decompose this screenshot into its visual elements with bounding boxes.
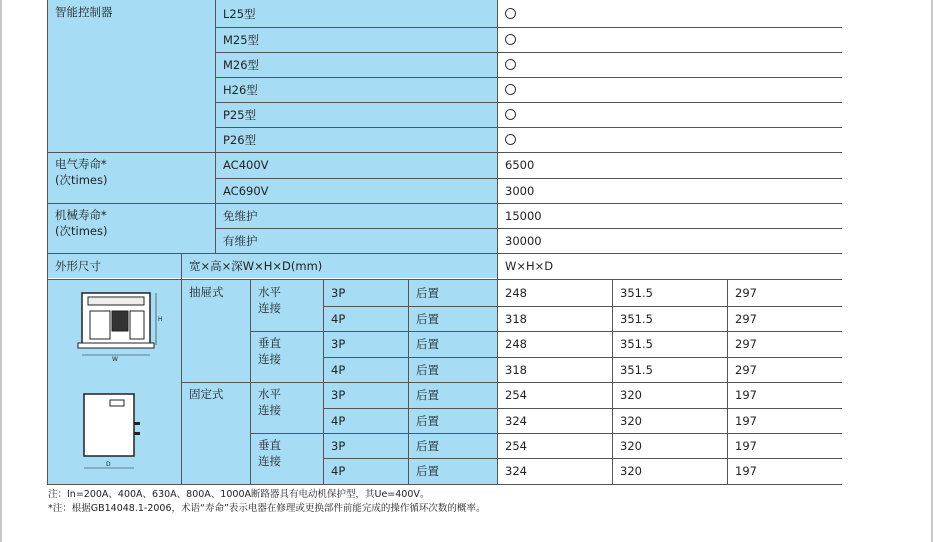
front-top-bar — [88, 297, 144, 305]
row-divider — [215, 178, 842, 179]
controller-type: P25型 — [223, 107, 257, 122]
voltage-label: AC690V — [223, 183, 269, 198]
depth-value: 197 — [735, 464, 757, 478]
label-h: H — [158, 316, 163, 323]
mechanical-life-value: 30000 — [505, 233, 542, 248]
side-outline — [84, 394, 134, 456]
mechanical-life-label — [47, 203, 215, 253]
controller-availability — [497, 102, 842, 127]
depth-value: 197 — [735, 388, 757, 402]
connection-text: 连接 — [258, 352, 281, 366]
column-divider — [727, 280, 728, 484]
terminal-position: 后置 — [416, 286, 439, 300]
front-left-panel — [90, 311, 110, 339]
connection-text: 水平 — [258, 387, 281, 401]
pole-count: 4P — [331, 464, 346, 478]
row-divider — [323, 408, 842, 409]
column-divider — [408, 280, 409, 484]
electrical-life-unit: (次times) — [55, 173, 108, 187]
available-circle-icon — [505, 109, 516, 120]
width-value: 254 — [505, 388, 527, 402]
connection-text: 连接 — [258, 403, 281, 417]
height-value: 320 — [620, 438, 642, 453]
pole-count: 4P — [331, 362, 346, 377]
mechanical-life-unit: (次times) — [55, 224, 108, 238]
row-divider — [323, 357, 842, 358]
row-divider — [47, 484, 842, 485]
row-divider — [47, 152, 842, 153]
connection-type — [250, 280, 323, 331]
dimension-header-value: W×H×D — [505, 258, 554, 273]
controller-availability — [497, 52, 842, 77]
row-divider — [215, 52, 842, 53]
controller-type: H26型 — [223, 82, 258, 97]
dimension-spec: 宽×高×深W×H×D(mm) — [189, 258, 323, 273]
available-circle-icon — [505, 34, 516, 45]
front-right-panel — [130, 311, 144, 339]
row-divider — [215, 102, 842, 103]
connection-type — [250, 331, 323, 382]
pole-count: 3P — [331, 438, 346, 453]
terminal-position: 后置 — [416, 388, 439, 402]
depth-value: 197 — [735, 438, 757, 453]
height-value: 320 — [620, 413, 642, 428]
pole-count: 3P — [331, 337, 346, 351]
pole-count: 4P — [331, 311, 346, 326]
available-circle-icon — [505, 59, 516, 70]
connection-text: 垂直 — [258, 438, 281, 452]
column-divider — [612, 280, 613, 484]
connection-type — [250, 433, 323, 484]
label-w: W — [112, 356, 118, 363]
maintenance-label: 有维护 — [223, 233, 258, 248]
column-divider — [497, 0, 498, 484]
row-divider — [215, 27, 842, 28]
row-divider — [323, 458, 842, 459]
front-base — [78, 343, 154, 348]
width-value: 318 — [505, 311, 527, 326]
side-indicator — [110, 400, 124, 406]
pole-count: 3P — [331, 388, 346, 402]
smart-controller-label: 智能控制器 — [55, 5, 113, 19]
width-value: 248 — [505, 337, 527, 351]
side-terminal-2 — [134, 432, 140, 435]
depth-value: 297 — [735, 362, 757, 377]
pole-count: 4P — [331, 413, 346, 428]
depth-value: 297 — [735, 311, 757, 326]
footnote-2: *注：根据GB14048.1-2006，术语“寿命”表示电器在修理或更换部件前能完成的操作循环次数的概率。 — [48, 503, 486, 514]
row-divider — [47, 279, 842, 280]
front-controller-block — [112, 311, 128, 331]
controller-type: M26型 — [223, 57, 260, 72]
row-divider — [215, 77, 842, 78]
row-divider — [323, 306, 842, 307]
depth-value: 297 — [735, 286, 757, 300]
available-circle-icon — [505, 134, 516, 145]
row-divider — [250, 331, 842, 332]
controller-availability — [497, 27, 842, 52]
depth-value: 197 — [735, 413, 757, 428]
height-value: 320 — [620, 388, 642, 402]
height-value: 351.5 — [620, 311, 653, 326]
voltage-label: AC400V — [223, 158, 269, 172]
terminal-position: 后置 — [416, 311, 439, 326]
controller-type: P26型 — [223, 132, 257, 147]
left-frame-border — [0, 0, 2, 542]
connection-text: 连接 — [258, 454, 281, 468]
row-divider — [250, 433, 842, 434]
row-divider — [47, 253, 842, 254]
width-value: 254 — [505, 438, 527, 453]
controller-type: L25型 — [223, 6, 256, 21]
dimension-label: 外形尺寸 — [55, 258, 101, 273]
controller-availability — [497, 0, 842, 27]
mount-type: 抽屉式 — [189, 285, 224, 299]
column-divider — [323, 280, 324, 484]
controller-availability — [497, 127, 842, 152]
row-divider — [215, 127, 842, 128]
maintenance-label: 免维护 — [223, 208, 258, 223]
column-divider — [215, 0, 216, 254]
column-divider — [250, 280, 251, 484]
mount-type: 固定式 — [189, 387, 224, 401]
connection-text: 垂直 — [258, 336, 281, 350]
breaker-side-view-drawing — [72, 388, 157, 476]
breaker-front-view-drawing — [72, 285, 167, 365]
connection-text: 水平 — [258, 285, 281, 299]
height-value: 351.5 — [620, 337, 653, 351]
available-circle-icon — [505, 84, 516, 95]
terminal-position: 后置 — [416, 464, 439, 478]
connection-type — [250, 382, 323, 433]
row-divider — [215, 228, 842, 229]
height-value: 351.5 — [620, 362, 653, 377]
width-value: 248 — [505, 286, 527, 300]
connection-text: 连接 — [258, 301, 281, 315]
height-value: 351.5 — [620, 286, 653, 300]
label-d: D — [106, 461, 111, 468]
depth-value: 297 — [735, 337, 757, 351]
electrical-life-label — [47, 152, 215, 203]
electrical-life-value: 3000 — [505, 183, 535, 198]
row-divider — [47, 203, 842, 204]
pole-count: 3P — [331, 286, 346, 300]
electrical-life-value: 6500 — [505, 158, 535, 172]
mechanical-life-title: 机械寿命* — [55, 208, 107, 222]
row-divider — [181, 382, 842, 383]
available-circle-icon — [505, 8, 516, 19]
side-terminal-1 — [134, 422, 140, 425]
controller-availability — [497, 77, 842, 102]
footnote-1: 注：In=200A、400A、630A、800A、1000A断路器具有电动机保护型，其Ue=400V。 — [48, 489, 430, 500]
width-value: 324 — [505, 464, 527, 478]
electrical-life-title: 电气寿命* — [55, 157, 107, 171]
column-divider — [181, 254, 182, 484]
width-value: 318 — [505, 362, 527, 377]
terminal-position: 后置 — [416, 362, 439, 377]
height-value: 320 — [620, 464, 642, 478]
mechanical-life-value: 15000 — [505, 208, 542, 223]
terminal-position: 后置 — [416, 337, 439, 351]
terminal-position: 后置 — [416, 438, 439, 453]
terminal-position: 后置 — [416, 413, 439, 428]
width-value: 324 — [505, 413, 527, 428]
controller-type: M25型 — [223, 32, 260, 47]
column-divider — [47, 0, 48, 484]
